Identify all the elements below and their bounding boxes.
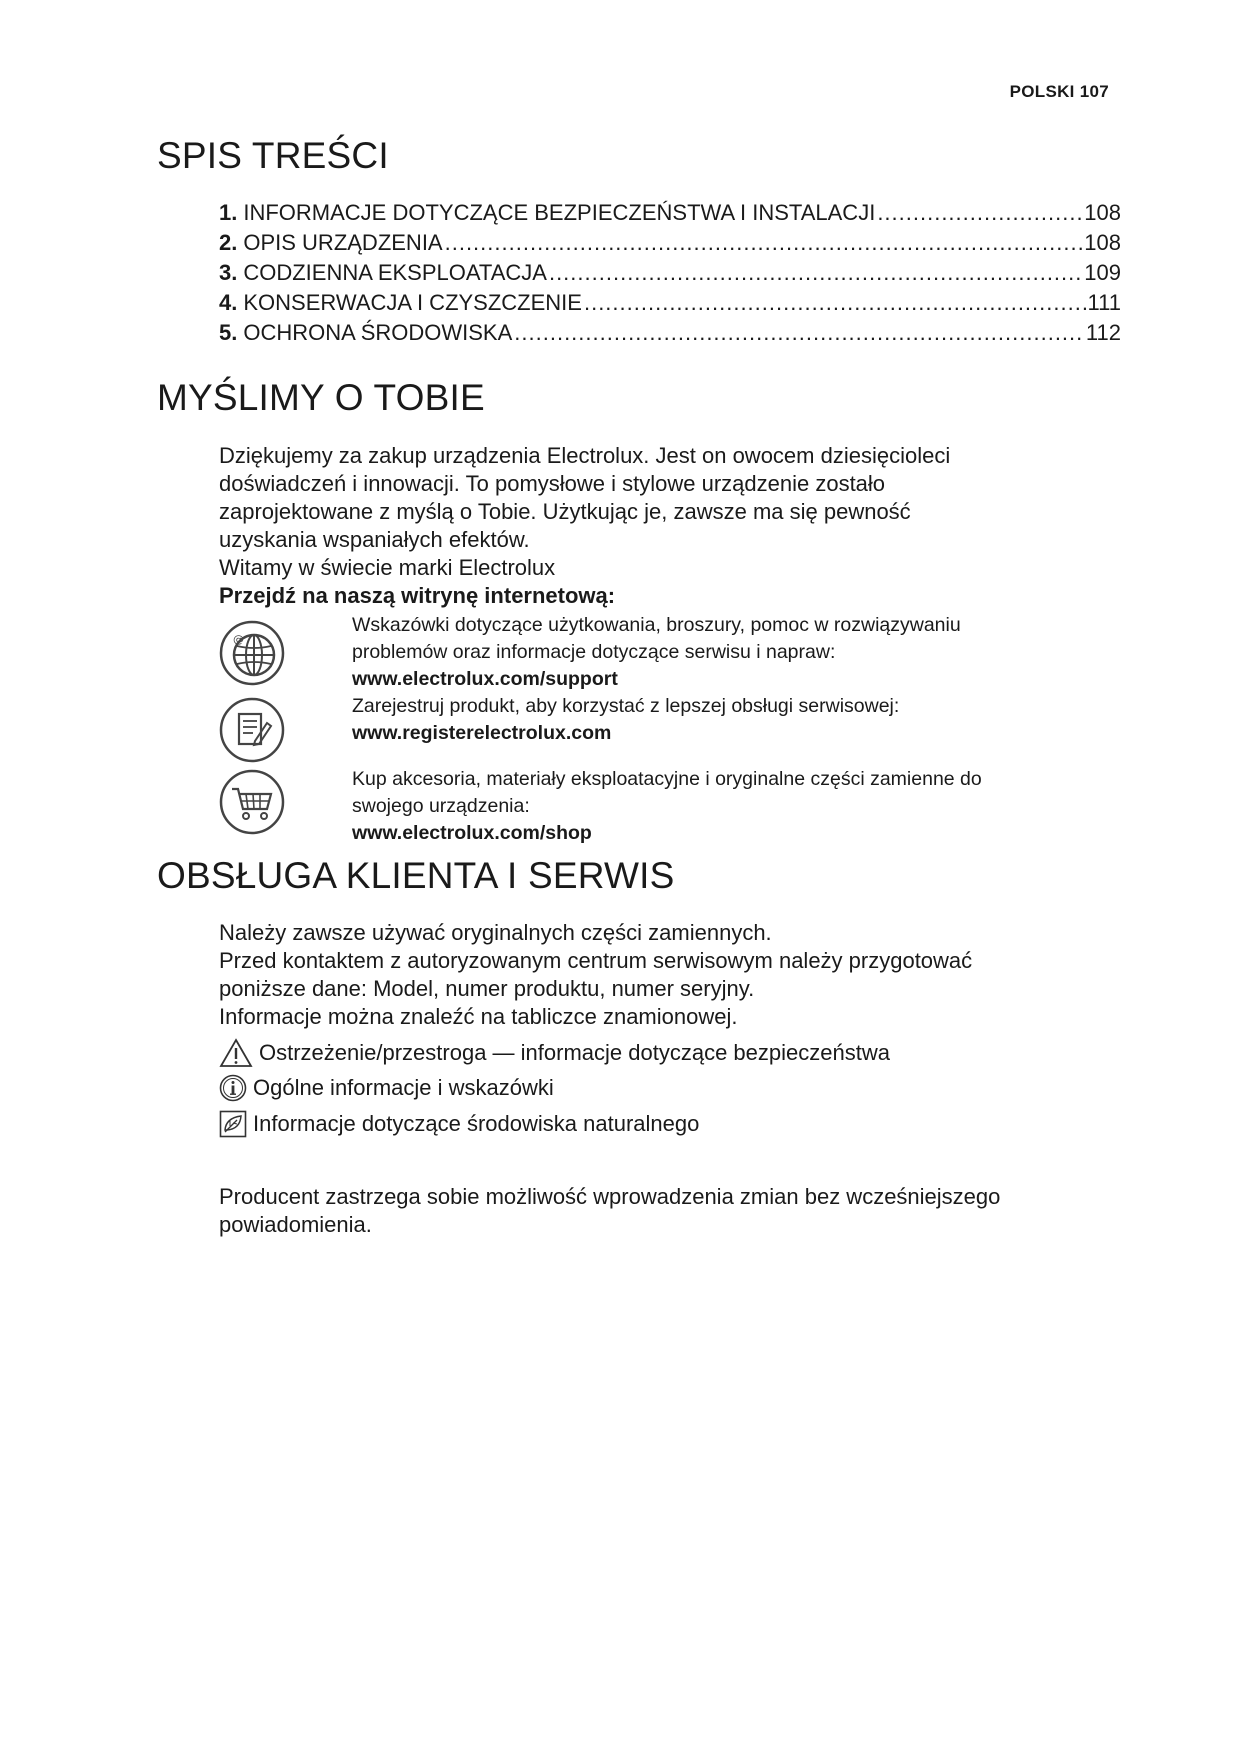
toc-title: SPIS TREŚCI	[157, 135, 389, 176]
paragraph-line: uzyskania wspaniałych efektów.	[219, 527, 530, 552]
legend-text: Informacje dotyczące środowiska naturalnego	[253, 1111, 700, 1136]
toc-item-page: 111	[1087, 290, 1121, 315]
toc-leader-dots	[445, 228, 1083, 258]
support-line: problemów oraz informacje dotyczące serwisu i napraw:	[352, 641, 836, 663]
toc-item-label: KONSERWACJA I CZYSZCZENIE	[243, 290, 582, 315]
register-block	[219, 693, 1099, 763]
disclaimer-line: powiadomienia.	[219, 1212, 372, 1237]
thank-you-paragraph	[219, 442, 1099, 610]
shop-url-link[interactable]: www.electrolux.com/shop	[352, 822, 592, 844]
shop-line: Kup akcesoria, materiały eksploatacyjne i oryginalne części zamienne do	[352, 768, 982, 790]
shop-text	[352, 766, 1092, 847]
register-form-icon	[219, 697, 285, 763]
support-url-link[interactable]: www.electrolux.com/support	[352, 668, 618, 690]
visit-website-label: Przejdź na naszą witrynę internetową:	[219, 583, 616, 608]
table-of-contents	[219, 198, 1121, 348]
toc-item-label: CODZIENNA EKSPLOATACJA	[243, 260, 547, 285]
globe-icon	[219, 620, 285, 686]
toc-item-number: 1.	[219, 200, 238, 225]
support-line: Wskazówki dotyczące użytkowania, broszury, pomoc w rozwiązywaniu	[352, 614, 961, 636]
legend-warning	[219, 1038, 890, 1068]
toc-item-number: 2.	[219, 230, 238, 255]
register-url-link[interactable]: www.registerelectrolux.com	[352, 722, 612, 744]
warning-triangle-icon	[219, 1038, 253, 1068]
disclaimer	[219, 1183, 1099, 1239]
service-paragraph	[219, 919, 1099, 1031]
legend-text: Ostrzeżenie/przestroga — informacje dotyczące bezpieczeństwa	[259, 1040, 890, 1065]
toc-item-number: 4.	[219, 290, 238, 315]
legend-info	[219, 1074, 554, 1102]
info-circle-icon	[219, 1074, 247, 1102]
register-text	[352, 693, 1092, 747]
environment-leaf-icon	[219, 1110, 247, 1138]
toc-item-page: 109	[1084, 260, 1121, 285]
page-header-language: POLSKI 107	[1009, 82, 1109, 101]
toc-item[interactable]	[219, 228, 1121, 258]
toc-leader-dots	[584, 288, 1086, 318]
shop-block	[219, 766, 1099, 850]
toc-leader-dots	[514, 318, 1084, 348]
toc-item[interactable]	[219, 288, 1121, 318]
thinking-of-you-title: MYŚLIMY O TOBIE	[157, 377, 485, 418]
paragraph-line: poniższe dane: Model, numer produktu, numer seryjny.	[219, 976, 755, 1001]
legend-environment	[219, 1110, 699, 1138]
toc-leader-dots	[549, 258, 1082, 288]
toc-item-page: 108	[1084, 200, 1121, 225]
paragraph-line: Informacje można znaleźć na tabliczce znamionowej.	[219, 1004, 738, 1029]
paragraph-line: zaprojektowane z myślą o Tobie. Użytkując je, zawsze ma się pewność	[219, 499, 911, 524]
support-block	[219, 612, 1099, 692]
customer-service-title: OBSŁUGA KLIENTA I SERWIS	[157, 855, 675, 896]
register-line: Zarejestruj produkt, aby korzystać z lepszej obsługi serwisowej:	[352, 695, 900, 717]
toc-item[interactable]	[219, 198, 1121, 228]
paragraph-line: Przed kontaktem z autoryzowanym centrum serwisowym należy przygotować	[219, 948, 973, 973]
toc-item[interactable]	[219, 258, 1121, 288]
legend-text: Ogólne informacje i wskazówki	[253, 1075, 554, 1100]
svg-text:@: @	[233, 633, 244, 646]
toc-item-label: INFORMACJE DOTYCZĄCE BEZPIECZEŃSTWA I INSTALACJI	[243, 200, 876, 225]
toc-item-number: 5.	[219, 320, 238, 345]
shop-line: swojego urządzenia:	[352, 795, 530, 817]
toc-item-page: 112	[1085, 320, 1121, 345]
paragraph-line: Dziękujemy za zakup urządzenia Electrolux. Jest on owocem dziesięcioleci	[219, 443, 951, 468]
toc-item[interactable]	[219, 318, 1121, 348]
paragraph-line: doświadczeń i innowacji. To pomysłowe i stylowe urządzenie zostało	[219, 471, 886, 496]
toc-item-number: 3.	[219, 260, 238, 285]
disclaimer-line: Producent zastrzega sobie możliwość wprowadzenia zmian bez wcześniejszego	[219, 1184, 1001, 1209]
paragraph-line: Należy zawsze używać oryginalnych części zamiennych.	[219, 920, 772, 945]
toc-item-page: 108	[1084, 230, 1121, 255]
toc-leader-dots	[877, 198, 1082, 228]
support-text	[352, 612, 1092, 693]
toc-item-label: OCHRONA ŚRODOWISKA	[243, 320, 513, 345]
welcome-line: Witamy w świecie marki Electrolux	[219, 555, 556, 580]
shopping-cart-icon	[219, 769, 285, 835]
toc-item-label: OPIS URZĄDZENIA	[243, 230, 443, 255]
